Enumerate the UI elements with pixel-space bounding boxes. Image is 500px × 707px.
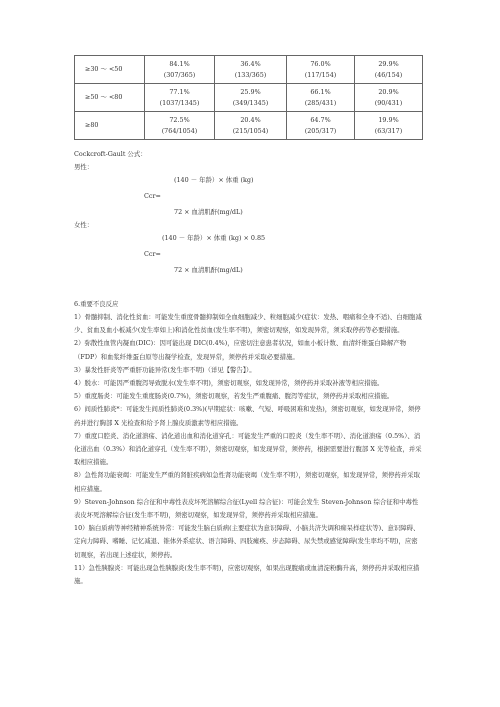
adverse-reactions-section: [74, 297, 424, 588]
table-cell: 66.1% (285/431): [287, 84, 355, 112]
female-numerator: (140 － 年龄）× 体重 (kg) × 0.85: [162, 234, 266, 242]
male-numerator: (140 － 年龄）× 体重 (kg): [174, 176, 254, 184]
row-label: ≥50 ～ <80: [75, 84, 145, 112]
list-item: 4）脱水：可能因严重腹泻导致脱水(发生率不明)，须密切观察，如发现异常，须停药并采取补液等相应措施。: [74, 379, 384, 388]
ccr-label-male: Ccr=: [144, 192, 161, 200]
table-cell: 29.9% (46/154): [355, 56, 423, 84]
list-item: 10）脑白质病等神经精神系统异常：可能发生脑白质病(主要症状为意识障碍、小脑共济失调和痴呆样症状等)、意识障碍、定向力障碍、嗜睡、记忆减退、锥体外系症状、语言障碍、四肢瘫痪、步态障碍、尿失禁或感觉障碍(发生率均不明)，应密切观察，若出现上述症状，须停药。: [74, 524, 420, 559]
table-cell: 72.5% (764/1054): [145, 112, 215, 140]
table-cell: 76.0% (117/154): [287, 56, 355, 84]
female-denominator: 72 × 血清肌酐(mg/dL): [174, 266, 243, 274]
male-label: 男性：: [74, 163, 94, 171]
list-item: 9）Steven-Johnson 综合征和中毒性表皮坏死溶解综合征(Lyell 综合征)：可能会发生 Steven-Johnson 综合征和中毒性表皮坏死溶解综合征(发生率不明)，须密切观察，如发现异常，须停药并采取相应措施。: [74, 497, 419, 520]
list-item: 8）急性肾功能衰竭：可能发生严重的肾脏疾病如急性肾功能衰竭（发生率不明），须密切观察，如发现异常，须停药并采取相应措施。: [74, 471, 420, 493]
row-label: ≥80: [75, 112, 145, 140]
table-body: [75, 56, 423, 140]
cockcroft-gault-formula: [74, 148, 424, 277]
ccr-label-female: Ccr=: [144, 250, 161, 258]
table-cell: 25.9% (349/1345): [215, 84, 287, 112]
row-label: ≥30 ～ <50: [75, 56, 145, 84]
female-label: 女性：: [74, 221, 94, 229]
table-cell: 19.9% (63/317): [355, 112, 423, 140]
table-cell: 77.1% (1037/1345): [145, 84, 215, 112]
document-page: [0, 55, 500, 707]
table-cell: 20.4% (215/1054): [215, 112, 287, 140]
adverse-list: [74, 311, 424, 588]
table-cell: 36.4% (133/365): [215, 56, 287, 84]
male-denominator: 72 × 血清肌酐(mg/dL): [174, 208, 243, 216]
table-cell: 64.7% (205/317): [287, 112, 355, 140]
list-item: 11）急性胰腺炎：可能出现急性胰腺炎(发生率不明)，应密切观察，如果出现腹痛或血清淀粉酶升高，须停药并采取相应措施。: [74, 563, 420, 586]
list-item: 7）重度口腔炎、消化道溃疡、消化道出血和消化道穿孔：可能发生严重的口腔炎（发生率不明）、消化道溃疡（0.5%）、消化道出血（0.3%）和消化道穿孔（发生率不明），须密切观察，如发现异常，须停药，根据需要进行腹部 X 光等检查，并采取相应措施。: [74, 431, 422, 467]
table-cell: 84.1% (307/365): [145, 56, 215, 84]
list-item: 2）弥散性血管内凝血(DIC)：因可能出现 DIC(0.4%)，应密切注意患者状况，如血小板计数、血清纤维蛋白降解产物（FDP）和血浆纤维蛋白原等出凝学检查，发现异常，须停药并采取必要措施。: [74, 339, 407, 361]
efficacy-table: [74, 55, 423, 140]
list-item: 1）骨髓抑制、消化性贫血：可能发生重度骨髓抑制如全血细胞减少、粒细胞减少(症状：发热、咽痛和全身不适)、白细胞减少、贫血及血小板减少(发生率如上)和消化性贫血(发生率不明)，须密切观察，如发现异常，须采取停药等必要措施。: [74, 313, 422, 335]
section-title: 6.重要不良反应: [74, 300, 119, 308]
list-item: 3）暴发性肝炎等严重肝功能异常(发生率不明)（详见【警告】）。: [74, 365, 256, 374]
table-row: [75, 112, 423, 140]
list-item: 5）重度肠炎：可能发生重度肠炎(0.7%)，须密切观察，若发生严重腹痛、腹泻等症状，须停药并采取相应措施。: [74, 392, 394, 401]
formula-heading: Cockcroft-Gault 公式：: [74, 150, 147, 158]
list-item: 6）间质性肺炎*：可能发生间质性肺炎(0.3%)(早期症状：咳嗽、气短、呼吸困难和发热)，须密切观察，如发现异常，须停药并进行胸部 X 光检查和给予肾上腺皮质激素等相应措施。: [74, 405, 421, 427]
table-cell: 20.9% (90/431): [355, 84, 423, 112]
table-row: [75, 56, 423, 84]
table-row: [75, 84, 423, 112]
